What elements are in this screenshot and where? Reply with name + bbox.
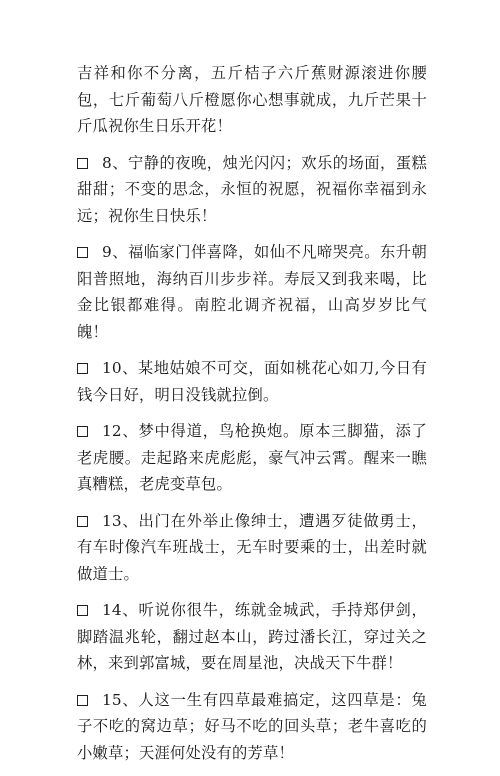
item-text: 13、出门在外举止像绅士，遭遇歹徒做勇士，有车时像汽车班战士，无车时要乘的士，出差时就做道士。 (77, 511, 427, 583)
item-text: 12、梦中得道，鸟枪换炮。原本三脚猫，添了老虎腰。走起路来虎彪彪，豪气冲云霄。醒来一瞧真糟糕，老虎变草包。 (77, 422, 427, 493)
checkbox-icon (77, 247, 88, 258)
checkbox-icon (77, 158, 88, 169)
list-item (77, 597, 427, 677)
intro-paragraph: 吉祥和你不分离，五斤桔子六斤蕉财源滚进你腰包，七斤葡萄八斤橙愿你心想事就成，九斤芒果十斤瓜祝你生日乐开花！ (77, 64, 427, 135)
list-item (77, 355, 427, 408)
item-text: 9、福临家门伴喜降，如仙不凡啼哭亮。东升朝阳普照地，海纳百川步步祥。寿辰又到我来喝，比金比银都难得。南腔北调齐祝福，山高岁岁比气魄！ (77, 243, 427, 341)
checkbox-icon (77, 363, 88, 374)
list-item (77, 150, 427, 230)
list-item (77, 687, 427, 767)
list-item (77, 418, 427, 498)
item-text: 14、听说你很牛，练就金城武，手持郑伊剑，脚踏温兆轮，翻过赵本山，跨过潘长江，穿过关之林，来到郭富城，要在周星池，决战天下牛群！ (77, 601, 427, 672)
document-body (77, 60, 427, 776)
checkbox-icon (77, 516, 88, 527)
checkbox-icon (77, 605, 88, 616)
item-text: 15、人这一生有四草最难搞定，这四草是：兔子不吃的窝边草；好马不吃的回头草；老牛喜吃的小嫩草；天涯何处没有的芳草！ (77, 690, 427, 762)
checkbox-icon (77, 426, 88, 437)
item-text: 10、某地姑娘不可交，面如桃花心如刀,今日有钱今日好，明日没钱就拉倒。 (77, 359, 427, 404)
list-item (77, 508, 427, 588)
checkbox-icon (77, 695, 88, 706)
list-item (77, 239, 427, 345)
item-text: 8、宁静的夜晚，烛光闪闪；欢乐的场面，蛋糕甜甜；不变的思念，永恒的祝愿，祝福你幸福到永远；祝你生日快乐！ (77, 153, 427, 225)
